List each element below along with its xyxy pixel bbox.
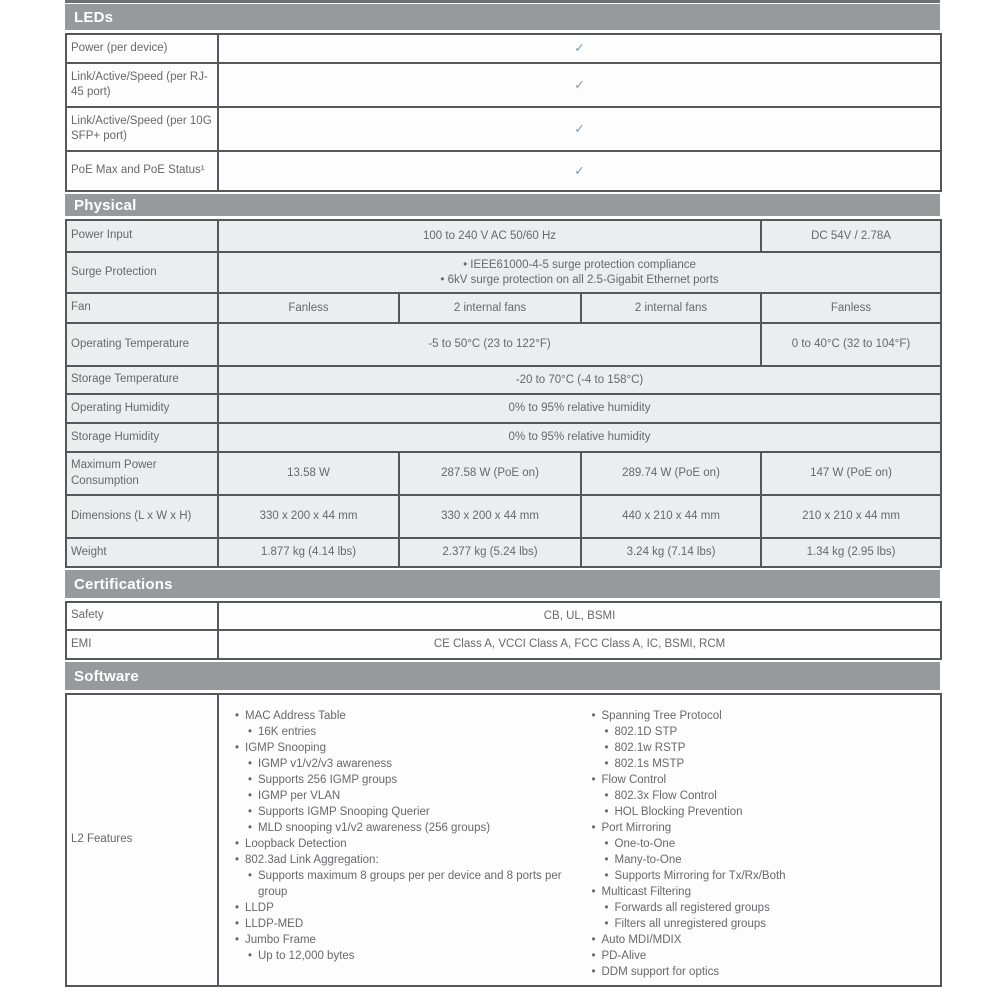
- section-title: Certifications: [74, 575, 173, 593]
- value-text: 1.34 kg (2.95 lbs): [806, 546, 896, 559]
- bullet-icon: •: [604, 806, 609, 818]
- value-text: 0 to 40°C (32 to 104°F): [791, 338, 911, 351]
- spec-row: [66, 220, 941, 252]
- spec-row: [66, 34, 941, 63]
- spec-row: [66, 495, 941, 538]
- spec-row: [66, 694, 941, 986]
- row-label-text: Link/Active/Speed (per RJ-45 port): [71, 70, 208, 98]
- check-icon: ✓: [574, 77, 585, 92]
- value-cell: [218, 602, 941, 630]
- row-label-text: Storage Temperature: [71, 373, 179, 386]
- section-title: Software: [74, 667, 139, 685]
- list-item-text: IGMP v1/v2/v3 awareness: [258, 758, 393, 770]
- value-cell: [218, 252, 941, 293]
- value-text: Fanless: [830, 301, 872, 314]
- value-text: 289.74 W (PoE on): [622, 467, 720, 480]
- row-label: [66, 452, 218, 495]
- row-label: [66, 63, 218, 107]
- value-text: 330 x 200 x 44 mm: [259, 510, 358, 523]
- value-cell: [761, 495, 941, 538]
- value-text: 3.24 kg (7.14 lbs): [626, 546, 716, 559]
- value-cell: [761, 323, 941, 366]
- list-item: [248, 948, 580, 964]
- value-cell: [218, 538, 399, 567]
- row-label: [66, 423, 218, 452]
- bullet-icon: •: [248, 774, 253, 786]
- bullet-icon: •: [591, 822, 596, 834]
- value-cell: [761, 538, 941, 567]
- bullet-icon: •: [235, 742, 240, 754]
- value-cell: [581, 538, 761, 567]
- value-text: DC 54V / 2.78A: [811, 229, 891, 242]
- check-icon: ✓: [574, 121, 585, 136]
- list-item: [605, 740, 937, 756]
- feature-list-right: [580, 700, 937, 980]
- feature-lists: [223, 700, 936, 980]
- list-item: [605, 868, 937, 884]
- list-item: [592, 948, 937, 964]
- row-label: [66, 293, 218, 323]
- list-item-text: Supports maximum 8 groups per per device and 8 ports per group: [258, 870, 562, 898]
- row-label-text: Operating Humidity: [71, 401, 170, 414]
- bullet-icon: •: [591, 774, 596, 786]
- value-text: 100 to 240 V AC 50/60 Hz: [423, 229, 556, 242]
- spec-row: [66, 452, 941, 495]
- list-item-text: Many-to-One: [614, 854, 682, 866]
- list-item-text: 802.1w RSTP: [614, 742, 686, 754]
- spec-row: [66, 107, 941, 151]
- bullet-icon: •: [248, 950, 253, 962]
- value-cell: [761, 452, 941, 495]
- bullet-icon: •: [248, 822, 253, 834]
- list-item: [235, 916, 580, 932]
- list-item-text: Auto MDI/MDIX: [601, 934, 682, 946]
- bullet-icon: •: [235, 934, 240, 946]
- spec-row: [66, 252, 941, 293]
- list-item: [248, 788, 580, 804]
- bullet-icon: •: [604, 726, 609, 738]
- list-item: [592, 708, 937, 724]
- list-item-text: LLDP-MED: [245, 918, 304, 930]
- bullet-icon: •: [604, 838, 609, 850]
- row-label-text: PoE Max and PoE Status¹: [71, 164, 205, 177]
- list-item-text: PD-Alive: [601, 950, 647, 962]
- spec-row: [66, 602, 941, 630]
- row-label-text: Dimensions (L x W x H): [71, 509, 192, 522]
- value-cell: [218, 220, 761, 252]
- list-item-text: Filters all unregistered groups: [614, 918, 766, 930]
- spec-sheet-page: [65, 0, 940, 987]
- list-item-text: Spanning Tree Protocol: [601, 710, 722, 722]
- list-item-text: DDM support for optics: [601, 966, 720, 978]
- value-cell: [218, 323, 761, 366]
- spec-row: [66, 538, 941, 567]
- row-label-text: EMI: [71, 637, 92, 650]
- bullet-icon: •: [235, 918, 240, 930]
- list-item: [605, 852, 937, 868]
- value-text: CE Class A, VCCI Class A, FCC Class A, IC, BSMI, RCM: [433, 638, 726, 651]
- value-cell: [218, 34, 941, 63]
- spec-row: [66, 151, 941, 191]
- bullet-icon: •: [604, 918, 609, 930]
- feature-list-left: [223, 700, 580, 964]
- spec-row: [66, 323, 941, 366]
- row-label: [66, 34, 218, 63]
- section-title: LEDs: [74, 8, 114, 26]
- bullet-icon: •: [248, 806, 253, 818]
- list-item: [248, 756, 580, 772]
- value-cell: [218, 452, 399, 495]
- section-header-leds: [65, 4, 940, 30]
- value-text: 2 internal fans: [453, 301, 527, 314]
- list-item-text: Multicast Filtering: [601, 886, 691, 898]
- spec-row: [66, 63, 941, 107]
- value-cell: [218, 423, 941, 452]
- value-line: • 6kV surge protection on all 2.5-Gigabit Ethernet ports: [440, 273, 719, 286]
- value-cell: [581, 495, 761, 538]
- value-text: 0% to 95% relative humidity: [508, 431, 651, 444]
- bullet-icon: •: [591, 710, 596, 722]
- value-cell: [761, 220, 941, 252]
- value-text: 147 W (PoE on): [810, 467, 892, 480]
- row-label: [66, 602, 218, 630]
- value-text: -5 to 50°C (23 to 122°F): [428, 338, 551, 351]
- list-item: [605, 756, 937, 772]
- list-item: [605, 836, 937, 852]
- row-label-text: Maximum Power Consumption: [71, 459, 157, 487]
- value-cell: [218, 293, 399, 323]
- list-item-text: Up to 12,000 bytes: [258, 950, 355, 962]
- list-item-text: Loopback Detection: [245, 838, 347, 850]
- bullet-icon: •: [604, 790, 609, 802]
- value-text: 210 x 210 x 44 mm: [802, 510, 900, 523]
- bullet-icon: •: [604, 758, 609, 770]
- value-text: 440 x 210 x 44 mm: [622, 510, 720, 523]
- bullet-icon: •: [235, 854, 240, 866]
- list-item-text: IGMP Snooping: [245, 742, 326, 754]
- row-label-text: Safety: [71, 609, 104, 622]
- row-label: [66, 538, 218, 567]
- value-cell: [581, 293, 761, 323]
- spec-row: [66, 293, 941, 323]
- list-item: [605, 900, 937, 916]
- value-cell: [218, 394, 941, 423]
- list-item: [235, 852, 580, 868]
- row-label-text: Fan: [71, 301, 91, 314]
- section-header-certifications: [65, 570, 940, 598]
- list-item: [235, 740, 580, 756]
- bullet-icon: •: [248, 726, 253, 738]
- row-label-text: Power (per device): [71, 41, 168, 54]
- bullet-icon: •: [604, 854, 609, 866]
- list-item: [605, 804, 937, 820]
- list-item: [248, 804, 580, 820]
- row-label-text: Power Input: [71, 229, 133, 242]
- list-item: [235, 708, 580, 724]
- spec-row: [66, 366, 941, 394]
- list-item: [592, 772, 937, 788]
- list-item: [605, 724, 937, 740]
- list-item-text: Jumbo Frame: [245, 934, 316, 946]
- list-item-text: 802.3x Flow Control: [614, 790, 717, 802]
- bullet-icon: •: [591, 966, 596, 978]
- check-icon: ✓: [574, 163, 585, 178]
- section-table-leds: [65, 33, 942, 192]
- row-label: [66, 394, 218, 423]
- list-item: [592, 964, 937, 980]
- value-text: CB, UL, BSMI: [543, 609, 616, 622]
- list-item-text: Supports IGMP Snooping Querier: [258, 806, 430, 818]
- list-item-text: MAC Address Table: [245, 710, 346, 722]
- value-cell: [218, 63, 941, 107]
- value-cell: [581, 452, 761, 495]
- value-cell: [218, 107, 941, 151]
- list-item: [235, 900, 580, 916]
- list-item: [248, 868, 580, 900]
- section-table-certifications: [65, 601, 942, 660]
- value-text: Fanless: [288, 301, 329, 314]
- list-item-text: Port Mirroring: [601, 822, 672, 834]
- list-item-text: MLD snooping v1/v2 awareness (256 groups): [258, 822, 491, 834]
- spec-row: [66, 394, 941, 423]
- list-item-text: Flow Control: [601, 774, 667, 786]
- row-label: [66, 694, 218, 986]
- list-item: [605, 788, 937, 804]
- value-cell: [399, 293, 581, 323]
- value-text: -20 to 70°C (-4 to 158°C): [515, 373, 644, 386]
- list-item-text: 802.3ad Link Aggregation:: [245, 854, 379, 866]
- value-cell: [399, 452, 581, 495]
- value-cell: [761, 293, 941, 323]
- list-item-text: One-to-One: [614, 838, 676, 850]
- list-item: [605, 916, 937, 932]
- bullet-icon: •: [591, 950, 596, 962]
- list-item: [592, 884, 937, 900]
- row-label-text: Weight: [71, 545, 107, 558]
- list-item: [592, 820, 937, 836]
- section-table-software: [65, 693, 942, 987]
- value-cell: [218, 495, 399, 538]
- row-label-text: L2 Features: [71, 833, 133, 846]
- row-label-text: Operating Temperature: [71, 337, 190, 350]
- bullet-icon: •: [248, 790, 253, 802]
- list-item-text: IGMP per VLAN: [258, 790, 341, 802]
- value-text: 2 internal fans: [634, 301, 708, 314]
- list-item: [248, 820, 580, 836]
- list-item-text: HOL Blocking Prevention: [614, 806, 743, 818]
- value-cell: [399, 495, 581, 538]
- value-text: 330 x 200 x 44 mm: [441, 510, 539, 523]
- row-label: [66, 630, 218, 659]
- list-item: [248, 724, 580, 740]
- bullet-icon: •: [604, 902, 609, 914]
- bullet-icon: •: [235, 710, 240, 722]
- bullet-icon: •: [235, 838, 240, 850]
- list-item: [235, 836, 580, 852]
- section-title: Physical: [74, 196, 137, 214]
- spec-table: [65, 4, 940, 987]
- top-divider: [65, 0, 940, 3]
- list-item: [235, 932, 580, 948]
- value-cell: [218, 630, 941, 659]
- row-label: [66, 107, 218, 151]
- bullet-icon: •: [591, 934, 596, 946]
- value-text: 2.377 kg (5.24 lbs): [442, 546, 538, 559]
- list-item: [248, 772, 580, 788]
- row-label: [66, 151, 218, 191]
- list-item-text: Supports 256 IGMP groups: [258, 774, 398, 786]
- spec-row: [66, 630, 941, 659]
- value-cell: [218, 366, 941, 394]
- list-item-text: LLDP: [245, 902, 274, 914]
- bullet-icon: •: [604, 742, 609, 754]
- value-cell: [218, 151, 941, 191]
- list-item-text: 802.1s MSTP: [614, 758, 685, 770]
- row-label-text: Storage Humidity: [71, 430, 160, 443]
- row-label-text: Surge Protection: [71, 265, 157, 278]
- value-cell: [218, 694, 941, 986]
- list-item-text: Supports Mirroring for Tx/Rx/Both: [614, 870, 786, 882]
- value-text: 287.58 W (PoE on): [441, 467, 539, 480]
- section-header-physical: [65, 194, 940, 216]
- row-label: [66, 252, 218, 293]
- list-item-text: Forwards all registered groups: [614, 902, 770, 914]
- value-text: 0% to 95% relative humidity: [508, 402, 651, 415]
- value-line: • IEEE61000-4-5 surge protection compliance: [463, 258, 696, 271]
- row-label: [66, 220, 218, 252]
- bullet-icon: •: [248, 758, 253, 770]
- bullet-icon: •: [604, 870, 609, 882]
- value-text: 13.58 W: [287, 467, 330, 480]
- row-label: [66, 495, 218, 538]
- row-label-text: Link/Active/Speed (per 10G SFP+ port): [71, 114, 212, 142]
- section-table-physical: [65, 219, 942, 568]
- bullet-icon: •: [591, 886, 596, 898]
- section-header-software: [65, 662, 940, 690]
- list-item-text: 16K entries: [258, 726, 317, 738]
- check-icon: ✓: [574, 41, 585, 56]
- spec-row: [66, 423, 941, 452]
- row-label: [66, 366, 218, 394]
- bullet-icon: •: [248, 870, 253, 882]
- value-text: 1.877 kg (4.14 lbs): [260, 546, 357, 559]
- list-item: [592, 932, 937, 948]
- row-label: [66, 323, 218, 366]
- value-cell: [399, 538, 581, 567]
- list-item-text: 802.1D STP: [614, 726, 678, 738]
- bullet-icon: •: [235, 902, 240, 914]
